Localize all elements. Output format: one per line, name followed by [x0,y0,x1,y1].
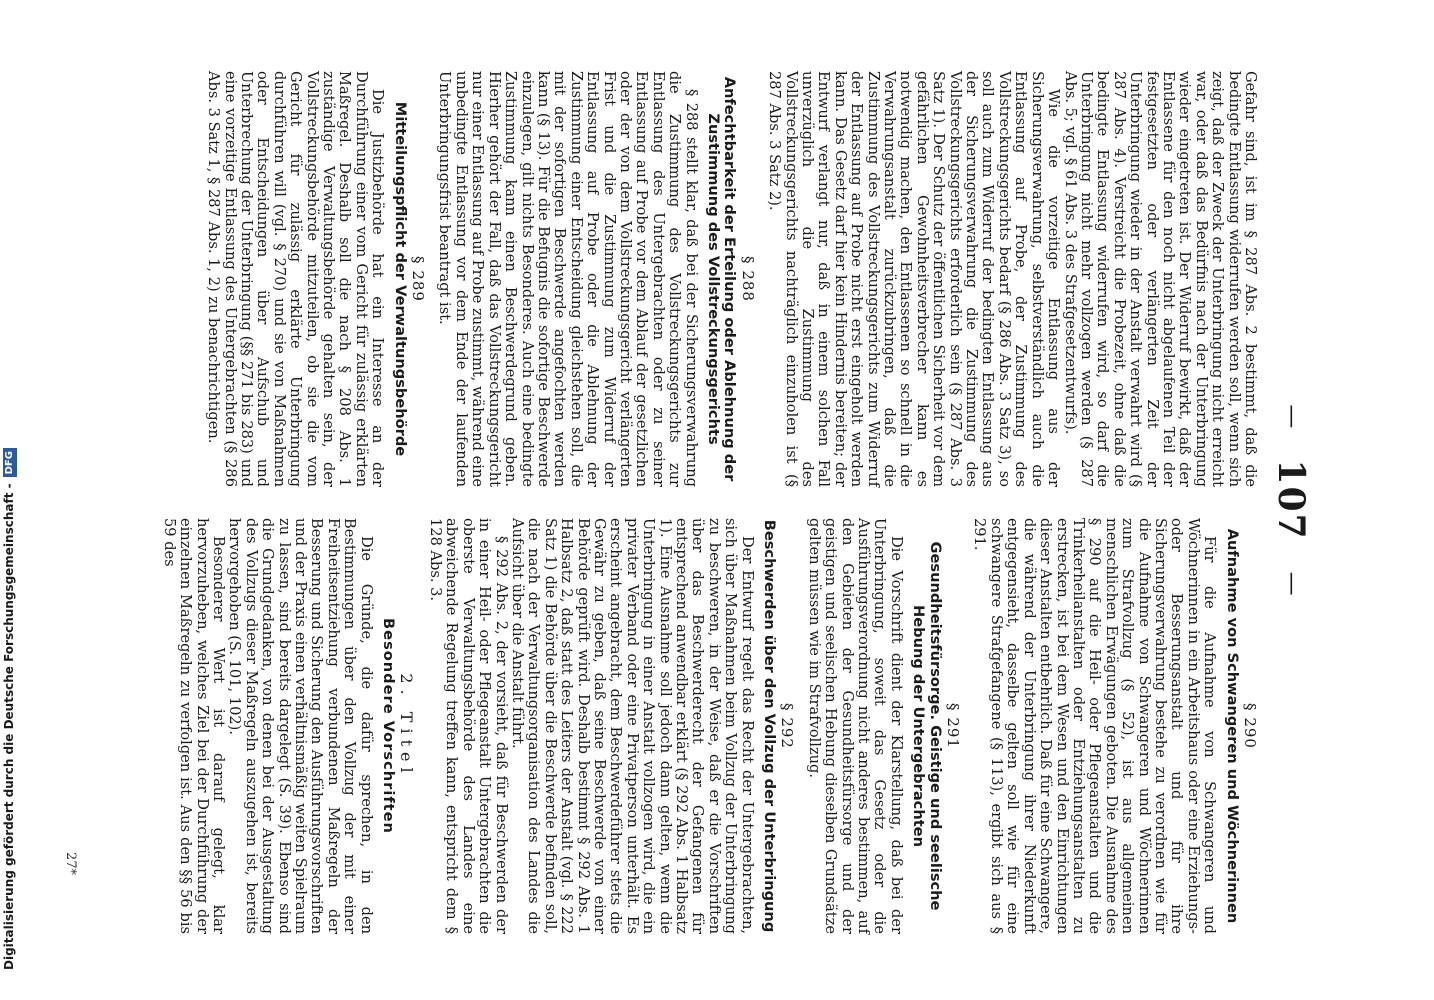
printer-signature: 27* [63,852,78,876]
paragraph: Die Gründe, die dafür sprechen, in den Bestimmungen über den Vollzug der mit einer Freiheitsentziehung verbundenen Maßregeln der Besserung und Sicherung den Ausführungsvorschriften und der Praxis einen verhältnismäßig weiten Spielraum zu lassen, sind bereits dargelegt (S. 39). Ebenso sind die Grundgedanken, von denen bei der Ausgestaltung des Vollzugs dieser Maßregeln auszugehen ist, bereits hervorgehoben (S. 101, 102). [226,518,375,934]
section-number: § 289 [409,256,428,302]
section-number: § 288 [738,256,757,302]
paragraph: § 288 stellt klar, daß bei der Sicherungsverwahrung die Zustimmung des Vollstreckungsgerichts zur Entlassung des Untergebrachten oder zu seiner Entlassung auf Probe vor dem Ablauf der gesetzlichen oder der von dem Vollstreckungsgericht verlängerten Frist und die Zustimmung zum Widerruf der Entlassung auf Probe oder die Ablehnung der Zustimmung einer Entscheidung gleichstehen soll, die mit der sofortigen Beschwerde angefochten werden kann (§ 13). Für die Befugnis die sofortige Beschwerde einzulegen, gilt nichts Besonderes. Auch eine bedingte Zustimmung kann einen Beschwerdegrund geben. Hierher gehört der Fall, daß das Vollstreckungsgericht nur einer Entlassung auf Probe zustimmt, während eine unbedingte Entlassung vor dem Ende der laufenden Unterbringungsfrist beantragt ist. [436,71,700,487]
title-heading: Besondere Vorschriften [380,618,398,834]
paragraph: Gefahr sind, ist im § 287 Abs. 2 bestimmt, daß die bedingte Entlassung widerrufen werden soll, wenn sich zeigt, daß der Zweck der Unterbringung nicht erreicht war, oder daß das Bedürfnis nach der Unterbringung wieder eingetreten ist. Der Widerruf bewirkt, daß der Entlassene für den noch nicht abgelaufenen Teil der festgesetzten oder verlängerten Zeit der Unterbringung wieder in der Anstalt verwahrt wird (§ 287 Abs. 4). Verstreicht die Probezeit, ohne daß die bedingte Entlassung widerrufen wird, so darf die Unterbringung nicht mehr vollzogen werden (§ 287 Abs. 5; vgl. § 61 Abs. 3 des Strafgesetzentwurfs). [1061,71,1259,487]
footer-line [0,0,18,1000]
page-number: 107 [1270,459,1312,541]
section-heading: Gesundheitsfürsorge. Geistige und seelische Hebung der Untergebrachten [910,541,944,911]
title-number: 2. Titel [397,673,417,779]
paragraph: § 292 Abs. 2, der vorsieht, daß für Beschwerden der in einer Heil- oder Pflegeanstalt Untergebrachten die oberste Verwaltungsbehörde des Landes eine abweichende Regelung treffen kann, entspricht dem § 128 Abs. 3. [426,518,510,934]
page-header [1258,0,1318,1000]
section-heading: Mitteilungspflicht der Verwaltungsbehörde [391,101,409,457]
paragraph: Wie die vorzeitige Entlassung aus der Sicherungsverwahrung, selbstverständlich auch die Entlassung auf Probe, der Zustimmung des Vollstreckungsgerichts bedarf (§ 286 Abs. 3 Satz 3), so soll auch zum Widerruf der bedingten Entlassung aus der Sicherungsverwahrung die Zustimmung des Vollstreckungsgerichts erforderlich sein (§ 287 Abs. 3 Satz 1). Der Schutz der öffentlichen Sicherheit vor dem gefährlichen Gewohnheitsverbrecher kann es notwendig machen, den Entlassenen so schnell in die Verwahrungsanstalt zurückzubringen, daß die Zustimmung des Vollstreckungsgerichts zum Widerruf der Entlassung auf Probe nicht erst eingeholt werden kann. Das Gesetz darf hier kein Hindernis bereiten; der Entwurf verlangt nur, daß in einem solchen Fall unverzüglich die Zustimmung des Vollstreckungsgerichts nachträglich einzuholen ist (§ 287 Abs. 3 Satz 2). [766,71,1063,487]
header-dash-right: — [1279,571,1307,596]
section-number: § 291 [944,703,963,749]
section-number: § 292 [778,703,797,749]
digitization-footer [0,0,30,1000]
section-heading: Aufnahme von Schwangeren und Wöchnerinnen [1223,528,1241,924]
section-heading: Anfechtbarkeit der Erteilung oder Ablehnung der Zustimmung des Vollstreckungsgerichts [705,76,739,482]
paragraph: Die Vorschrift dient der Klarstellung, daß bei der Unterbringung, soweit das Gesetz oder die Ausführungsverordnung nicht anderes bestimmen, auf den Gebieten der Gesundheitsfürsorge und der geistigen und seelischen Hebung dieselben Grundsätze gelten müssen wie im Strafvollzug. [805,518,905,934]
footer-text: Digitalisierung gefördert durch die Deutsche Forschungsgemeinschaft - [2,483,16,970]
dfg-logo-icon: DFG [3,448,17,477]
section-number: § 290 [1241,703,1259,749]
paragraph: Der Entwurf regelt das Recht der Untergebrachten, sich über Maßnahmen beim Vollzug der Unterbringung zu beschweren, in der Weise, daß er die Vorschriften über das Beschwerderecht der Gefangenen für entsprechend anwendbar erklärt (§ 292 Abs. 1 Halbsatz 1). Eine Ausnahme soll jedoch dann gelten, wenn die Unterbringung in einer Anstalt vollzogen wird, die ein privater Verband oder eine Privatperson unterhält. Es erscheint angebracht, dem Beschwerdeführer stets die Gewähr zu geben, daß seine Beschwerde von einer Behörde geprüft wird. Deshalb bestimmt § 292 Abs. 1 Halbsatz 2, daß statt des Leiters der Anstalt (vgl. § 222 Satz 1) die Behörde über die Beschwerde befinden soll, die nach der Verwaltungsorganisation des Landes die Aufsicht über die Anstalt führt. [508,518,756,934]
paragraph: Besonderer Wert ist darauf gelegt, klar hervorzuheben, welches Ziel bei der Durchführung der einzelnen Maßregeln zu verfolgen ist. Aus den §§ 56 bis 59 des [160,518,228,934]
left-column [205,71,1258,487]
section-heading: Beschwerden über den Vollzug der Unterbringung [761,519,779,933]
paragraph: Für die Aufnahme von Schwangeren und Wöchnerinnen in ein Arbeitshaus oder eine Erziehungs- oder Besserungsanstalt und für ihre Sicherungsverwahrung bestehe zu verordnen wie für die Aufnahme von Schwangeren und Wöchnerinnen zum Strafvollzug (§ 52), ist aus allgemeinen menschlichen Erwägungen geboten. Die Ausnahme des § 290 auf die Heil- oder Pflegeanstalten und die Trinkerheilanstalten oder Entziehungsanstalten zu erstrecken, ist bei dem Wesen und den Einrichtungen dieser Anstalten entbehrlich. Daß für eine Schwangere, die während der Unterbringung ihrer Niederkunft entgegensieht, dasselbe gelten soll wie für eine schwangere Strafgefangene (§ 113), ergibt sich aus § 291. [971,518,1219,934]
header-dash-left: — [1279,404,1307,429]
paragraph: Die Justizbehörde hat ein Interesse an der Durchführung einer vom Gericht für zulässig erklärten Maßregel. Deshalb soll die nach § 208 Abs. 1 zuständige Verwaltungsbehörde gehalten sein, der Vollstreckungsbehörde mitzuteilen, ob sie die vom Gericht für zulässig erklärte Unterbringung durchführen will (vgl. § 270) und sie von Maßnahmen oder Entscheidungen über Aufschub und Unterbrechung der Unterbringung (§§ 271 bis 283) und eine vorzeitige Entlassung des Untergebrachten (§ 286 Abs. 3 Satz 1, § 287 Abs. 1, 2) zu benachrichtigen. [205,71,387,487]
right-column [160,518,1258,934]
